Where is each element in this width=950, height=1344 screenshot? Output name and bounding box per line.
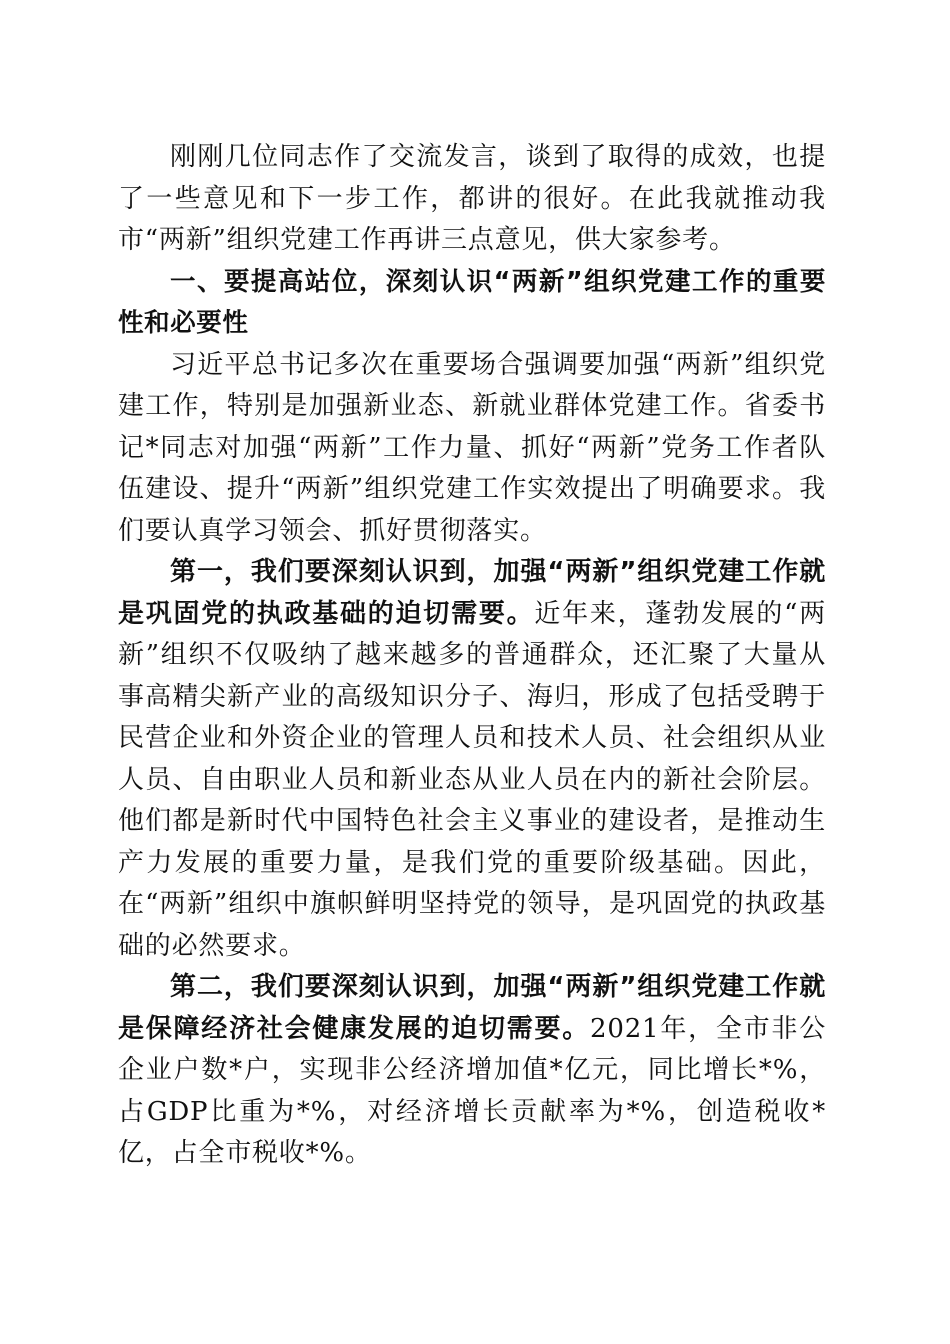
point-two-paragraph bbox=[118, 967, 826, 1175]
point-one-lead: 第一，我们要深刻认识到，加强“两新”组织党建工作就是巩固党的执政基础的迫切需要。 bbox=[118, 557, 826, 629]
point-one-body: 近年来，蓬勃发展的“两新”组织不仅吸纳了越来越多的普通群众，还汇聚了大量从事高精尖新产业的高级知识分子、海归，形成了包括受聘于民营企业和外资企业的管理人员和技术人员、社会组织从业人员、自由职业人员和新业态从业人员在内的新社会阶层。他们都是新时代中国特色社会主义事业的建设者，是推动生产力发展的重要力量，是我们党的重要阶级基础。因此，在“两新”组织中旗帜鲜明坚持党的领导，是巩固党的执政基础的必然要求。 bbox=[118, 598, 826, 961]
document-body bbox=[118, 137, 826, 1175]
point-one-paragraph bbox=[118, 552, 826, 967]
point-two-lead: 第二，我们要深刻认识到，加强“两新”组织党建工作就是保障经济社会健康发展的迫切需要。 bbox=[118, 972, 826, 1044]
point-two-body: 2021年，全市非公企业户数*户，实现非公经济增加值*亿元，同比增长*%，占GDP比重为*%，对经济增长贡献率为*%，创造税收*亿，占全市税收*%。 bbox=[118, 1013, 826, 1168]
opening-paragraph: 刚刚几位同志作了交流发言，谈到了取得的成效，也提了一些意见和下一步工作，都讲的很好。在此我就推动我市“两新”组织党建工作再讲三点意见，供大家参考。 bbox=[118, 142, 826, 255]
instruction-paragraph: 习近平总书记多次在重要场合强调要加强“两新”组织党建工作，特别是加强新业态、新就业群体党建工作。省委书记*同志对加强“两新”工作力量、抓好“两新”党务工作者队伍建设、提升“两新”组织党建工作实效提出了明确要求。我们要认真学习领会、抓好贯彻落实。 bbox=[118, 349, 826, 546]
section-heading-1: 一、要提高站位，深刻认识“两新”组织党建工作的重要性和必要性 bbox=[118, 266, 826, 338]
